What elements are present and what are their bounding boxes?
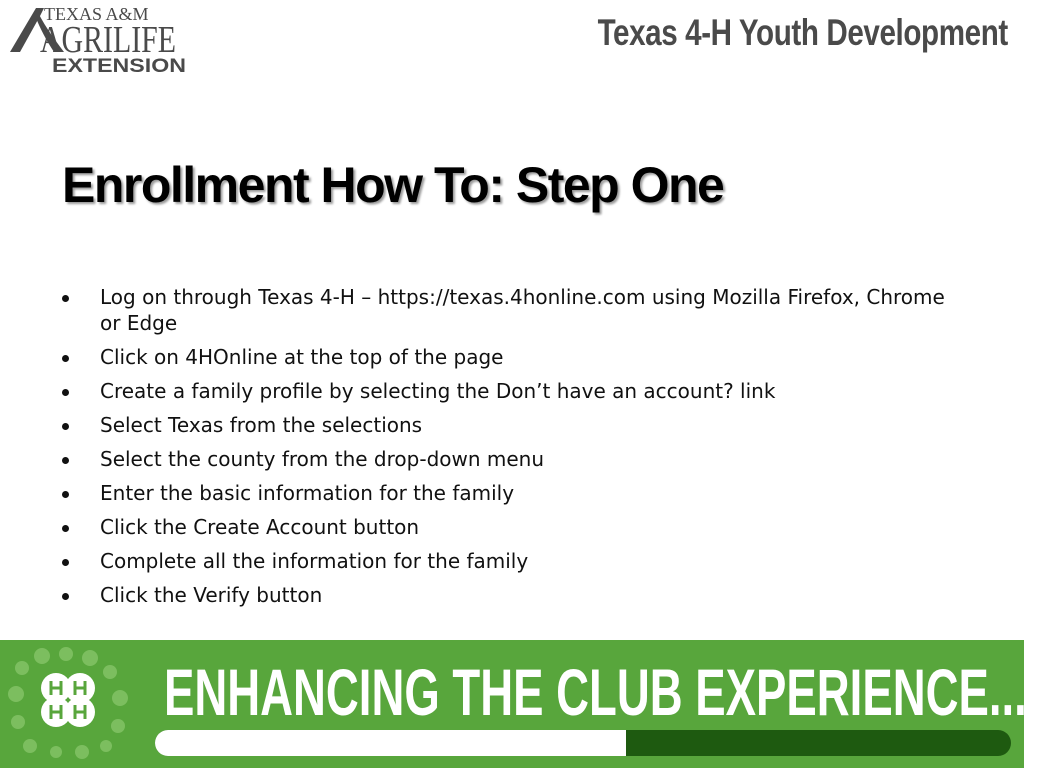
- list-item-text: Enter the basic information for the family: [100, 481, 515, 505]
- list-item-text: Click the Create Account button: [100, 515, 420, 539]
- list-item: [62, 446, 962, 472]
- four-h-clover-icon: [8, 648, 128, 758]
- list-item: [62, 514, 962, 540]
- banner-progress-fill: [155, 730, 626, 756]
- list-item: [62, 480, 962, 506]
- bullet-icon: [62, 491, 69, 498]
- list-item: [62, 548, 962, 574]
- banner-heading: ENHANCING THE CLUB EXPERIENCE.....: [164, 655, 1052, 729]
- banner-progress-bar: [155, 730, 1011, 756]
- instructions-list: [62, 284, 962, 616]
- list-item: [62, 284, 962, 336]
- bullet-icon: [62, 423, 69, 430]
- bullet-icon: [62, 559, 69, 566]
- list-item-text: Select the county from the drop-down menu: [100, 447, 545, 471]
- list-item: [62, 378, 962, 404]
- list-item: [62, 582, 962, 608]
- list-item: [62, 412, 962, 438]
- list-item: [62, 344, 962, 370]
- list-item-text: Create a family profile by selecting the Don’t have an account? link: [100, 379, 776, 403]
- logo-line-texas-am: TEXAS A&M: [44, 4, 149, 24]
- logo-line-extension: EXTENSION: [52, 56, 186, 77]
- bullet-icon: [62, 355, 69, 362]
- agrilife-extension-logo: [6, 2, 191, 77]
- list-item-text: Complete all the information for the family: [100, 549, 529, 573]
- bullet-icon: [62, 457, 69, 464]
- texas-4h-youth-development-logo: Texas 4-H Youth Development: [597, 12, 1008, 53]
- bullet-icon: [62, 593, 69, 600]
- list-item-text: Click the Verify button: [100, 583, 323, 607]
- bullet-icon: [62, 525, 69, 532]
- list-item-text: Select Texas from the selections: [100, 413, 423, 437]
- bullet-icon: [62, 295, 69, 302]
- list-item-text: Log on through Texas 4-H – https://texas.4honline.com using Mozilla Firefox, Chrome or Edge: [100, 285, 945, 335]
- bullet-icon: [62, 389, 69, 396]
- footer-banner: [0, 640, 1052, 768]
- page-title: Enrollment How To: Step One: [62, 157, 724, 213]
- logo-line-agrilife: AGRILIFE: [40, 19, 176, 61]
- list-item-text: Click on 4HOnline at the top of the page: [100, 345, 504, 369]
